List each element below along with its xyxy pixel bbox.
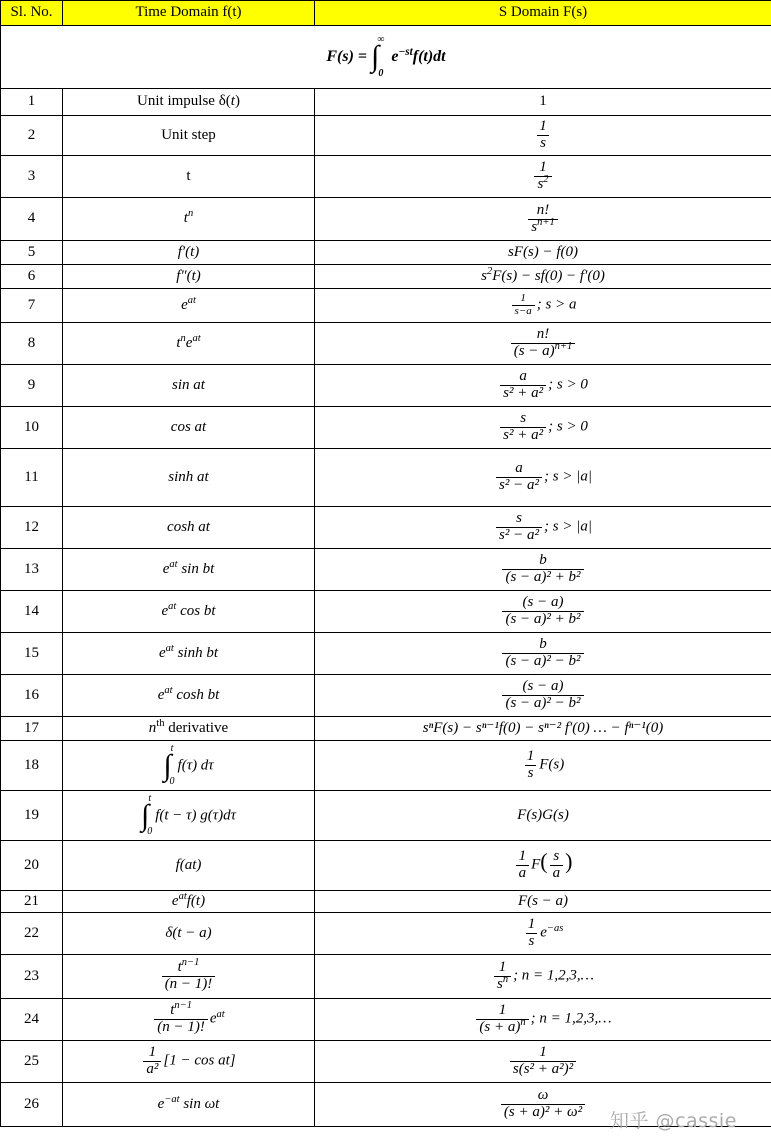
time-domain-cell <box>63 999 315 1041</box>
s-condition: F(s) <box>539 756 565 773</box>
s-numerator: 1 <box>520 292 526 305</box>
s-domain-cell <box>315 156 771 198</box>
s-numerator: n! <box>536 201 550 218</box>
s-fraction <box>501 1088 585 1121</box>
time-domain-cell <box>63 841 315 891</box>
s-numerator: s <box>516 510 522 527</box>
s-domain-cell <box>315 999 771 1041</box>
time-domain-cell <box>63 365 315 407</box>
table-row <box>1 407 771 449</box>
time-domain-cell <box>63 407 315 449</box>
s-denominator: s <box>537 176 544 192</box>
time-domain-cell <box>63 1041 315 1083</box>
time-domain-cell <box>63 323 315 365</box>
time-base: e <box>161 602 169 619</box>
time-trailing: cosh bt <box>172 686 220 703</box>
s-domain-cell <box>315 633 771 675</box>
table-row <box>1 198 771 241</box>
definition-integrand: f(t)dt <box>412 47 446 65</box>
s-denominator: s² − a² <box>499 477 539 493</box>
definition-row <box>1 26 771 89</box>
laplace-definition <box>1 26 771 89</box>
header-s-domain: S Domain F(s) <box>315 1 771 26</box>
table-row <box>1 289 771 323</box>
table-row <box>1 741 771 791</box>
time-trailing: sin bt <box>177 560 215 577</box>
time-expression: f(τ) dτ <box>177 756 214 773</box>
table-row <box>1 265 771 289</box>
s-fraction <box>528 203 557 236</box>
serial-number: 18 <box>1 741 63 791</box>
s-expression: sⁿF(s) − sⁿ⁻¹f(0) − sⁿ⁻² f′(0) … − fⁿ⁻¹(0) <box>422 719 664 736</box>
s-denominator: (s − a)² − b² <box>505 653 581 669</box>
s-numerator: n! <box>536 326 550 343</box>
integral-upper-limit: ∞ <box>377 34 385 45</box>
table-row <box>1 841 771 891</box>
s-denominator-exponent: n <box>520 1017 526 1029</box>
s-domain-cell <box>315 89 771 116</box>
s-denominator: a <box>518 865 527 881</box>
s-numerator: (s − a) <box>522 594 564 611</box>
time-expression: f(at) <box>175 856 202 873</box>
time-domain-cell <box>63 449 315 507</box>
s-domain-cell <box>315 265 771 289</box>
definition-exponent: −st <box>398 45 413 58</box>
s-fraction <box>512 293 535 317</box>
ordinal-suffix: th <box>156 717 165 729</box>
s-fraction <box>502 637 583 670</box>
s-denominator: s² + a² <box>503 385 544 401</box>
s-condition: ; s > a <box>536 296 577 313</box>
time-domain-cell <box>63 549 315 591</box>
time-variable: t <box>230 93 235 110</box>
integral-upper-limit: t <box>170 742 174 754</box>
time-domain-cell <box>63 741 315 791</box>
s-fraction <box>510 1045 576 1078</box>
s-denominator: (s + a)² + ω² <box>503 1104 583 1120</box>
time-expression: cos at <box>170 418 207 435</box>
s-condition: ; s > 0 <box>548 376 588 393</box>
serial-number: 20 <box>1 841 63 891</box>
table-row <box>1 365 771 407</box>
integral-sign: ∫ ∞ 0 <box>371 34 385 79</box>
time-domain-cell <box>63 891 315 913</box>
s-denominator: s <box>540 135 546 151</box>
s-numerator: ω <box>537 1087 549 1104</box>
time-expression: Unit impulse δ( <box>137 93 231 110</box>
time-base: e <box>157 1095 165 1112</box>
time-trailing: derivative <box>164 719 229 736</box>
s-numerator: 1 <box>526 748 535 765</box>
serial-number: 14 <box>1 591 63 633</box>
time-expression: f′(t) <box>177 243 200 260</box>
s-numerator: a <box>519 368 527 385</box>
serial-number: 9 <box>1 365 63 407</box>
s-domain-cell <box>315 717 771 741</box>
s-denominator: s <box>531 218 538 235</box>
s-expression: 1 <box>539 93 547 110</box>
s-scale-denominator: a <box>552 865 561 881</box>
table-row <box>1 116 771 156</box>
serial-number: 3 <box>1 156 63 198</box>
time-numerator-exponent: n−1 <box>174 1000 192 1012</box>
s-numerator: 1 <box>498 959 507 976</box>
s-denominator: (s − a)² + b² <box>505 569 581 585</box>
time-expression: cosh at <box>167 518 210 535</box>
serial-number: 22 <box>1 913 63 955</box>
s-domain-cell <box>315 891 771 913</box>
s-domain-cell <box>315 289 771 323</box>
s-fraction <box>494 960 511 993</box>
s-expression: F(s) − sf(0) − f′(0) <box>492 267 605 284</box>
s-prefix: s <box>481 267 487 284</box>
time-domain-cell <box>63 913 315 955</box>
table-row <box>1 241 771 265</box>
time-base-2: e <box>185 334 193 351</box>
time-base: e <box>181 296 188 313</box>
s-domain-cell <box>315 741 771 791</box>
s-fraction <box>496 511 542 544</box>
s-fraction <box>534 160 551 193</box>
s-numerator: 1 <box>539 118 547 135</box>
s-numerator: 1 <box>539 1044 547 1061</box>
s-domain-cell <box>315 913 771 955</box>
header-sl-no: Sl. No. <box>1 1 63 26</box>
s-domain-cell <box>315 198 771 241</box>
integral-lower-limit: 0 <box>147 826 153 837</box>
time-domain-cell <box>63 591 315 633</box>
time-numerator: t <box>177 959 182 976</box>
s-denominator: (s − a)² + b² <box>505 611 581 627</box>
time-trailing: sinh bt <box>173 644 219 661</box>
s-expression: F(s − a) <box>517 892 569 909</box>
serial-number: 24 <box>1 999 63 1041</box>
time-expression: δ(t − a) <box>165 924 212 941</box>
table-row <box>1 549 771 591</box>
s-expression: sF(s) − f(0) <box>507 243 579 260</box>
s-domain-cell <box>315 549 771 591</box>
time-domain-cell <box>63 507 315 549</box>
integral-lower-limit: 0 <box>378 67 384 79</box>
time-exponent: −at <box>164 1093 180 1105</box>
time-base: t <box>176 334 181 351</box>
s-denominator: (s − a) <box>513 343 555 359</box>
s-fraction <box>500 369 546 402</box>
definition-exp-base: e <box>391 47 399 65</box>
time-domain-cell <box>63 955 315 999</box>
serial-number: 10 <box>1 407 63 449</box>
s-domain-cell <box>315 241 771 265</box>
header-row <box>1 1 771 26</box>
s-denominator: s <box>496 976 503 992</box>
time-exponent: n <box>180 332 186 344</box>
s-domain-cell <box>315 791 771 841</box>
integral-sign: ∫ t 0 <box>140 792 153 837</box>
serial-number: 5 <box>1 241 63 265</box>
time-exponent-2: at <box>192 332 201 344</box>
s-domain-cell <box>315 591 771 633</box>
serial-number: 23 <box>1 955 63 999</box>
time-exponent: at <box>169 558 178 570</box>
s-domain-cell <box>315 675 771 717</box>
table-row <box>1 675 771 717</box>
time-exponent: at <box>187 294 196 306</box>
serial-number: 11 <box>1 449 63 507</box>
table-row <box>1 913 771 955</box>
time-base: e <box>209 1010 217 1027</box>
time-base: t <box>183 210 188 227</box>
table-row <box>1 89 771 116</box>
s-fraction <box>476 1003 528 1036</box>
time-exponent: at <box>164 684 173 696</box>
time-domain-cell <box>63 265 315 289</box>
table-row <box>1 717 771 741</box>
time-domain-cell <box>63 717 315 741</box>
time-trailing: sin ωt <box>179 1095 220 1112</box>
s-fraction <box>525 917 539 950</box>
table-row <box>1 791 771 841</box>
serial-number: 1 <box>1 89 63 116</box>
time-domain-cell <box>63 675 315 717</box>
time-expression: f(t − τ) g(τ)dτ <box>155 806 236 823</box>
table-row <box>1 1041 771 1083</box>
time-exponent: at <box>165 642 174 654</box>
s-numerator: a <box>515 460 523 477</box>
serial-number: 6 <box>1 265 63 289</box>
s-domain-cell: $\frac{1}{a}$ F( $\frac{s}{a}$ ) <box>315 841 771 891</box>
s-scale-numerator: s <box>553 848 560 865</box>
s-condition: ; n = 1,2,3,… <box>513 967 595 984</box>
time-trailing: f(t) <box>186 892 206 909</box>
serial-number: 16 <box>1 675 63 717</box>
s-numerator: (s − a) <box>522 678 564 695</box>
s-numerator: 1 <box>527 916 536 933</box>
header-time-domain: Time Domain f(t) <box>63 1 315 26</box>
s-fraction <box>536 119 550 152</box>
s-denominator-exponent: n <box>502 974 509 986</box>
table-row <box>1 999 771 1041</box>
s-domain-cell <box>315 365 771 407</box>
time-domain-cell <box>63 198 315 241</box>
s-fraction <box>511 327 576 360</box>
s-denominator: s−a <box>514 305 532 317</box>
s-fraction <box>502 679 583 712</box>
time-domain-cell <box>63 116 315 156</box>
time-expression: sinh at <box>168 468 209 485</box>
time-domain-cell <box>63 156 315 198</box>
s-denominator: s(s² + a²)² <box>512 1061 574 1077</box>
time-expression: n <box>148 719 157 736</box>
time-domain-cell <box>63 633 315 675</box>
time-denominator: a² <box>146 1061 159 1077</box>
s-base: e <box>540 924 547 941</box>
time-expression: sin at <box>172 376 205 393</box>
time-trailing: [1 − cos at] <box>163 1052 236 1069</box>
s-domain-cell <box>315 1041 771 1083</box>
time-domain-cell <box>63 1083 315 1127</box>
s-numerator: 1 <box>498 1002 507 1019</box>
s-domain-cell <box>315 507 771 549</box>
s-denominator: s <box>528 933 535 949</box>
time-paren: ) <box>234 93 240 110</box>
serial-number: 12 <box>1 507 63 549</box>
s-condition: ; s > |a| <box>544 518 592 535</box>
serial-number: 26 <box>1 1083 63 1127</box>
time-domain-cell <box>63 241 315 265</box>
time-base: e <box>171 892 179 909</box>
time-domain-cell <box>63 791 315 841</box>
s-denominator: s <box>527 765 534 781</box>
integral-upper-limit: t <box>148 792 152 804</box>
time-exponent: at <box>216 1009 225 1021</box>
table-row <box>1 507 771 549</box>
s-prefix-exponent: 2 <box>486 265 493 277</box>
s-domain-cell <box>315 407 771 449</box>
s-fraction <box>516 849 530 882</box>
integral-lower-limit: 0 <box>169 776 175 787</box>
s-denominator: s² + a² <box>503 427 544 443</box>
serial-number: 21 <box>1 891 63 913</box>
table-row <box>1 156 771 198</box>
time-numerator: t <box>170 1002 175 1019</box>
time-denominator: (n − 1)! <box>157 1019 205 1035</box>
serial-number: 8 <box>1 323 63 365</box>
table-row <box>1 891 771 913</box>
s-domain-cell <box>315 449 771 507</box>
serial-number: 13 <box>1 549 63 591</box>
time-exponent: n <box>187 208 194 220</box>
serial-number: 25 <box>1 1041 63 1083</box>
time-base: e <box>162 560 170 577</box>
time-fraction <box>162 957 216 993</box>
s-fraction <box>502 553 583 586</box>
s-condition: ; s > |a| <box>544 468 592 485</box>
s-domain-cell <box>315 323 771 365</box>
s-condition: F <box>531 856 541 873</box>
serial-number: 4 <box>1 198 63 241</box>
time-fraction <box>154 1000 208 1036</box>
s-scale-fraction <box>550 849 564 882</box>
time-domain-cell <box>63 289 315 323</box>
serial-number: 19 <box>1 791 63 841</box>
table-row <box>1 449 771 507</box>
s-denominator-exponent: n+1 <box>554 341 573 353</box>
s-fraction <box>496 461 542 494</box>
table-row <box>1 323 771 365</box>
s-fraction <box>524 749 538 782</box>
time-fraction <box>143 1045 161 1078</box>
s-numerator: 1 <box>539 159 547 176</box>
s-numerator: b <box>539 636 547 653</box>
serial-number: 15 <box>1 633 63 675</box>
s-numerator: s <box>520 410 527 427</box>
s-numerator: b <box>539 552 547 569</box>
s-condition: ; n = 1,2,3,… <box>530 1010 612 1027</box>
watermark: 知乎 @cassie <box>610 1110 737 1132</box>
s-condition: ; s > 0 <box>548 418 588 435</box>
time-base: e <box>158 644 166 661</box>
time-numerator: 1 <box>148 1044 157 1061</box>
time-expression: f″(t) <box>176 267 201 284</box>
s-numerator: 1 <box>518 848 527 865</box>
time-expression: Unit step <box>161 126 216 143</box>
s-denominator: (s − a)² − b² <box>505 695 581 711</box>
integral-sign: ∫ t 0 <box>163 742 175 787</box>
serial-number: 17 <box>1 717 63 741</box>
s-domain-cell <box>315 955 771 999</box>
s-domain-cell <box>315 116 771 156</box>
time-exponent: at <box>168 600 177 612</box>
s-fraction <box>502 595 583 628</box>
time-base: e <box>157 686 165 703</box>
time-denominator: (n − 1)! <box>164 976 213 992</box>
time-expression: t <box>186 167 191 184</box>
time-trailing: cos bt <box>176 602 216 619</box>
serial-number: 7 <box>1 289 63 323</box>
s-fraction <box>500 411 546 444</box>
serial-number: 2 <box>1 116 63 156</box>
s-expression: F(s)G(s) <box>517 806 569 823</box>
s-denominator: (s + a) <box>479 1019 521 1035</box>
s-denominator: s² − a² <box>499 527 539 543</box>
s-exponent: −as <box>546 923 564 935</box>
table-row <box>1 591 771 633</box>
s-denominator-exponent: n+1 <box>537 216 555 228</box>
table-row <box>1 633 771 675</box>
table-row <box>1 955 771 999</box>
time-numerator-exponent: n−1 <box>181 957 200 969</box>
time-exponent: at <box>178 890 187 902</box>
definition-lhs: F(s) = <box>326 47 368 65</box>
s-denominator-exponent: 2 <box>543 174 549 186</box>
time-domain-cell <box>63 89 315 116</box>
